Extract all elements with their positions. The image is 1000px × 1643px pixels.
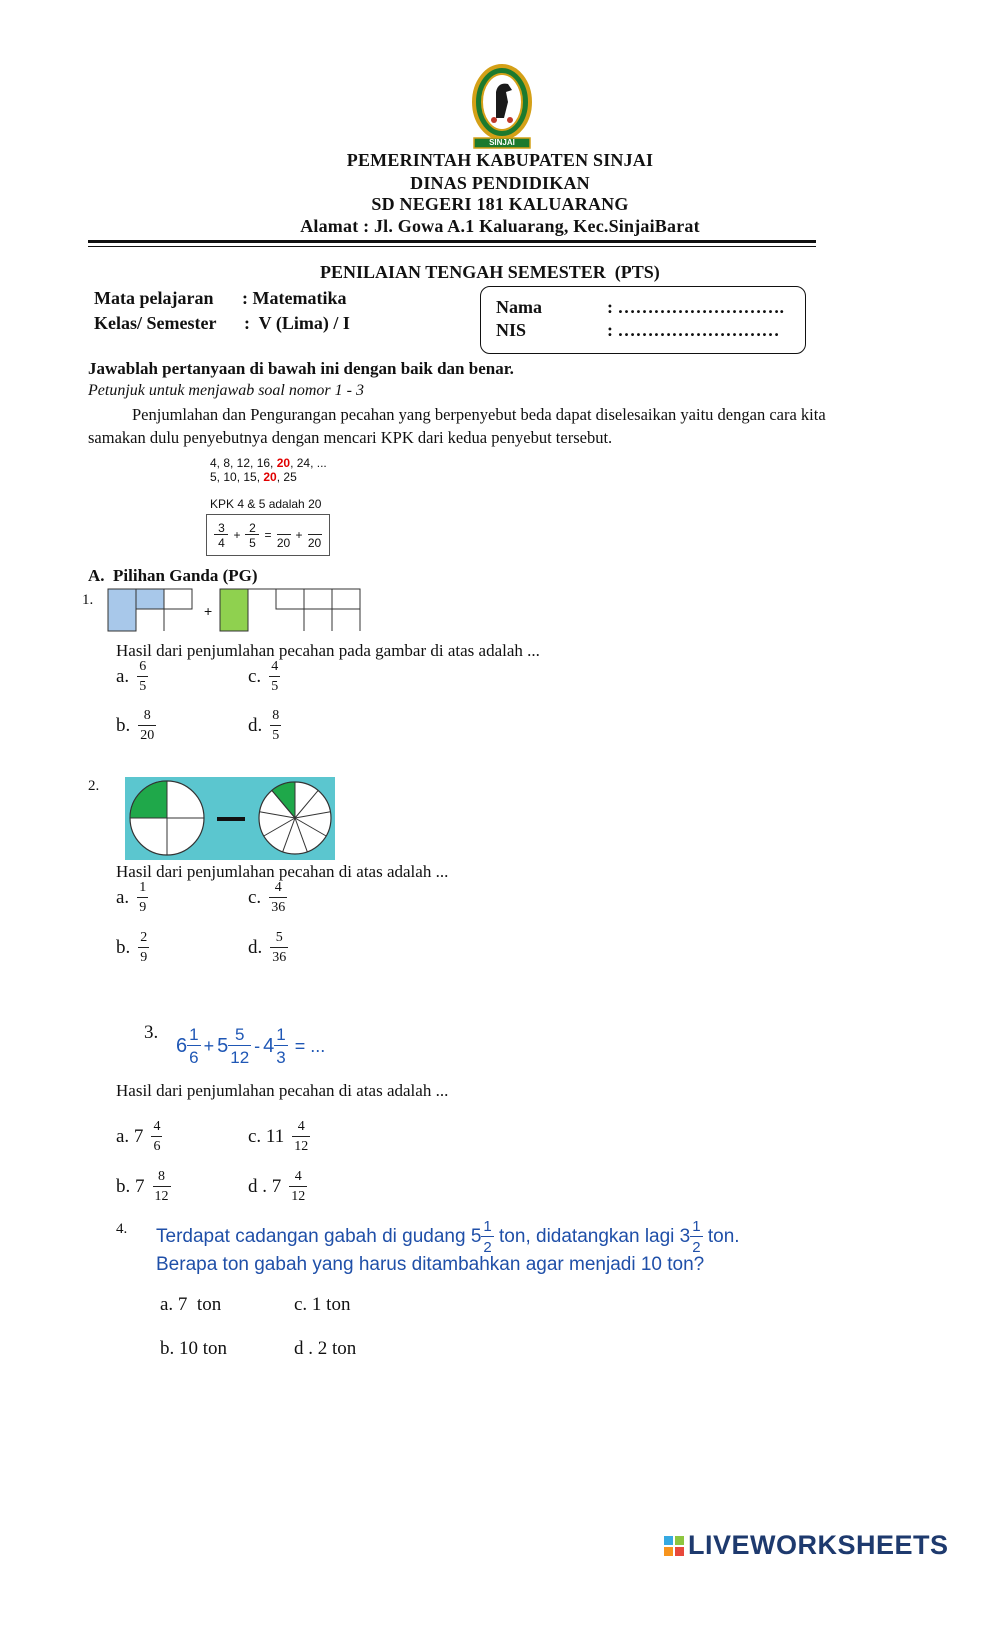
question-1-text: Hasil dari penjumlahan pecahan pada gambar di atas adalah ... [116, 641, 540, 660]
q4-option-a[interactable]: a. 7 ton [160, 1294, 222, 1315]
multiples-of-4: 4, 8, 12, 16, 20, 24, ... [210, 456, 327, 470]
q3-option-b[interactable]: b. 7 $\frac{8}{12}$ [116, 1169, 169, 1204]
q2-option-a[interactable]: a. $\frac{1}{9}$ [116, 880, 147, 915]
nis-label: NIS [496, 320, 527, 340]
q2-option-d[interactable]: d. $\frac{5}{36}$ [248, 930, 287, 965]
name-label: Nama [496, 297, 542, 317]
q3-option-c[interactable]: c. 11 $\frac{4}{12}$ [248, 1119, 309, 1154]
q1-option-b[interactable]: b. $\frac{8}{20}$ [116, 708, 155, 743]
q1-plus-sign: + [204, 603, 213, 619]
name-field[interactable]: : ………………………. [607, 297, 784, 317]
q4-option-b[interactable]: b. 10 ton [160, 1338, 228, 1359]
header-divider [88, 240, 816, 247]
logo-label: SINJAI [489, 138, 515, 147]
question-2-text: Hasil dari penjumlahan pecahan di atas adalah ... [116, 862, 449, 881]
q3-option-a[interactable]: a. 7 $\frac{4}{6}$ [116, 1119, 161, 1154]
q4-option-c[interactable]: c. 1 ton [294, 1294, 351, 1315]
exam-title: PENILAIAN TENGAH SEMESTER (PTS) [320, 262, 660, 282]
q3-option-d[interactable]: d . 7 $\frac{4}{12}$ [248, 1169, 306, 1204]
q1-bar-a-part-2 [136, 589, 164, 609]
question-1-figure [106, 587, 362, 633]
hint-text: Petunjuk untuk menjawab soal nomor 1 - 3 [88, 382, 364, 399]
section-heading: A. Pilihan Ganda (PG) [88, 566, 258, 585]
school-logo [462, 62, 542, 154]
q4-option-d[interactable]: d . 2 ton [294, 1338, 357, 1359]
question-3-number: 3. [144, 1022, 159, 1043]
header-government: PEMERINTAH KABUPATEN SINJAI [346, 150, 654, 170]
class-label: Kelas/ Semester [94, 313, 217, 333]
liveworksheets-brand: LIVEWORKSHEETS [688, 1530, 949, 1560]
q1-bar-b-filled [220, 589, 248, 631]
question-3-text: Hasil dari penjumlahan pecahan di atas adalah ... [116, 1081, 449, 1100]
q2-option-c[interactable]: c. $\frac{4}{36}$ [248, 880, 286, 915]
kpk-result: KPK 4 & 5 adalah 20 [210, 497, 322, 511]
subject-value: : Matematika [242, 288, 347, 308]
instruction-paragraph-1: Penjumlahan dan Pengurangan pecahan yang berpenyebut beda dapat diselesaikan yaitu dengan cara kita [132, 405, 826, 424]
question-4-number: 4. [116, 1221, 128, 1237]
instruction-paragraph-2: samakan dulu penyebutnya dengan mencari KPK dari kedua penyebut tersebut. [88, 428, 613, 447]
header-school: SD NEGERI 181 KALUARANG [371, 194, 629, 214]
question-4-line-2: Berapa ton gabah yang harus ditambahkan agar menjadi 10 ton? [156, 1254, 705, 1275]
q2-option-b[interactable]: b. $\frac{2}{9}$ [116, 930, 148, 965]
q1-option-a[interactable]: a. $\frac{6}{5}$ [116, 659, 147, 694]
liveworksheets-icon [664, 1536, 684, 1556]
nis-field[interactable]: : ……………………… [607, 320, 780, 340]
multiples-of-5: 5, 10, 15, 20, 25 [210, 470, 297, 484]
header-address: Alamat : Jl. Gowa A.1 Kaluarang, Kec.SinjaiBarat [300, 216, 700, 236]
question-2-figure [125, 777, 335, 860]
main-instruction: Jawablah pertanyaan di bawah ini dengan baik dan benar. [88, 359, 514, 378]
header-department: DINAS PENDIDIKAN [410, 173, 590, 193]
question-3-expression: 6 $\frac{1}{6}$ + 5 $\frac{5}{12}$ - 4 $\frac{1}{3}$ = ... [176, 1025, 326, 1067]
example-equation-box: $\frac{3}{4}$ + $\frac{2}{5}$ = 20 + 20 [206, 514, 330, 556]
question-2-number: 2. [88, 778, 100, 794]
q1-option-d[interactable]: d. $\frac{8}{5}$ [248, 708, 280, 743]
class-value: : V (Lima) / I [244, 313, 350, 333]
q1-option-c[interactable]: c. $\frac{4}{5}$ [248, 659, 279, 694]
q2-minus-sign [217, 817, 245, 821]
q1-bar-a-part-1 [108, 589, 136, 631]
liveworksheets-logo[interactable] [664, 1530, 949, 1561]
question-4-line-1: Terdapat cadangan gabah di gudang 5 $\frac{1}{2}$ ton, didatangkan lagi 3 $\frac{1}{2}$ ton. [156, 1218, 740, 1256]
question-1-number: 1. [82, 592, 94, 608]
subject-label: Mata pelajaran [94, 288, 214, 308]
